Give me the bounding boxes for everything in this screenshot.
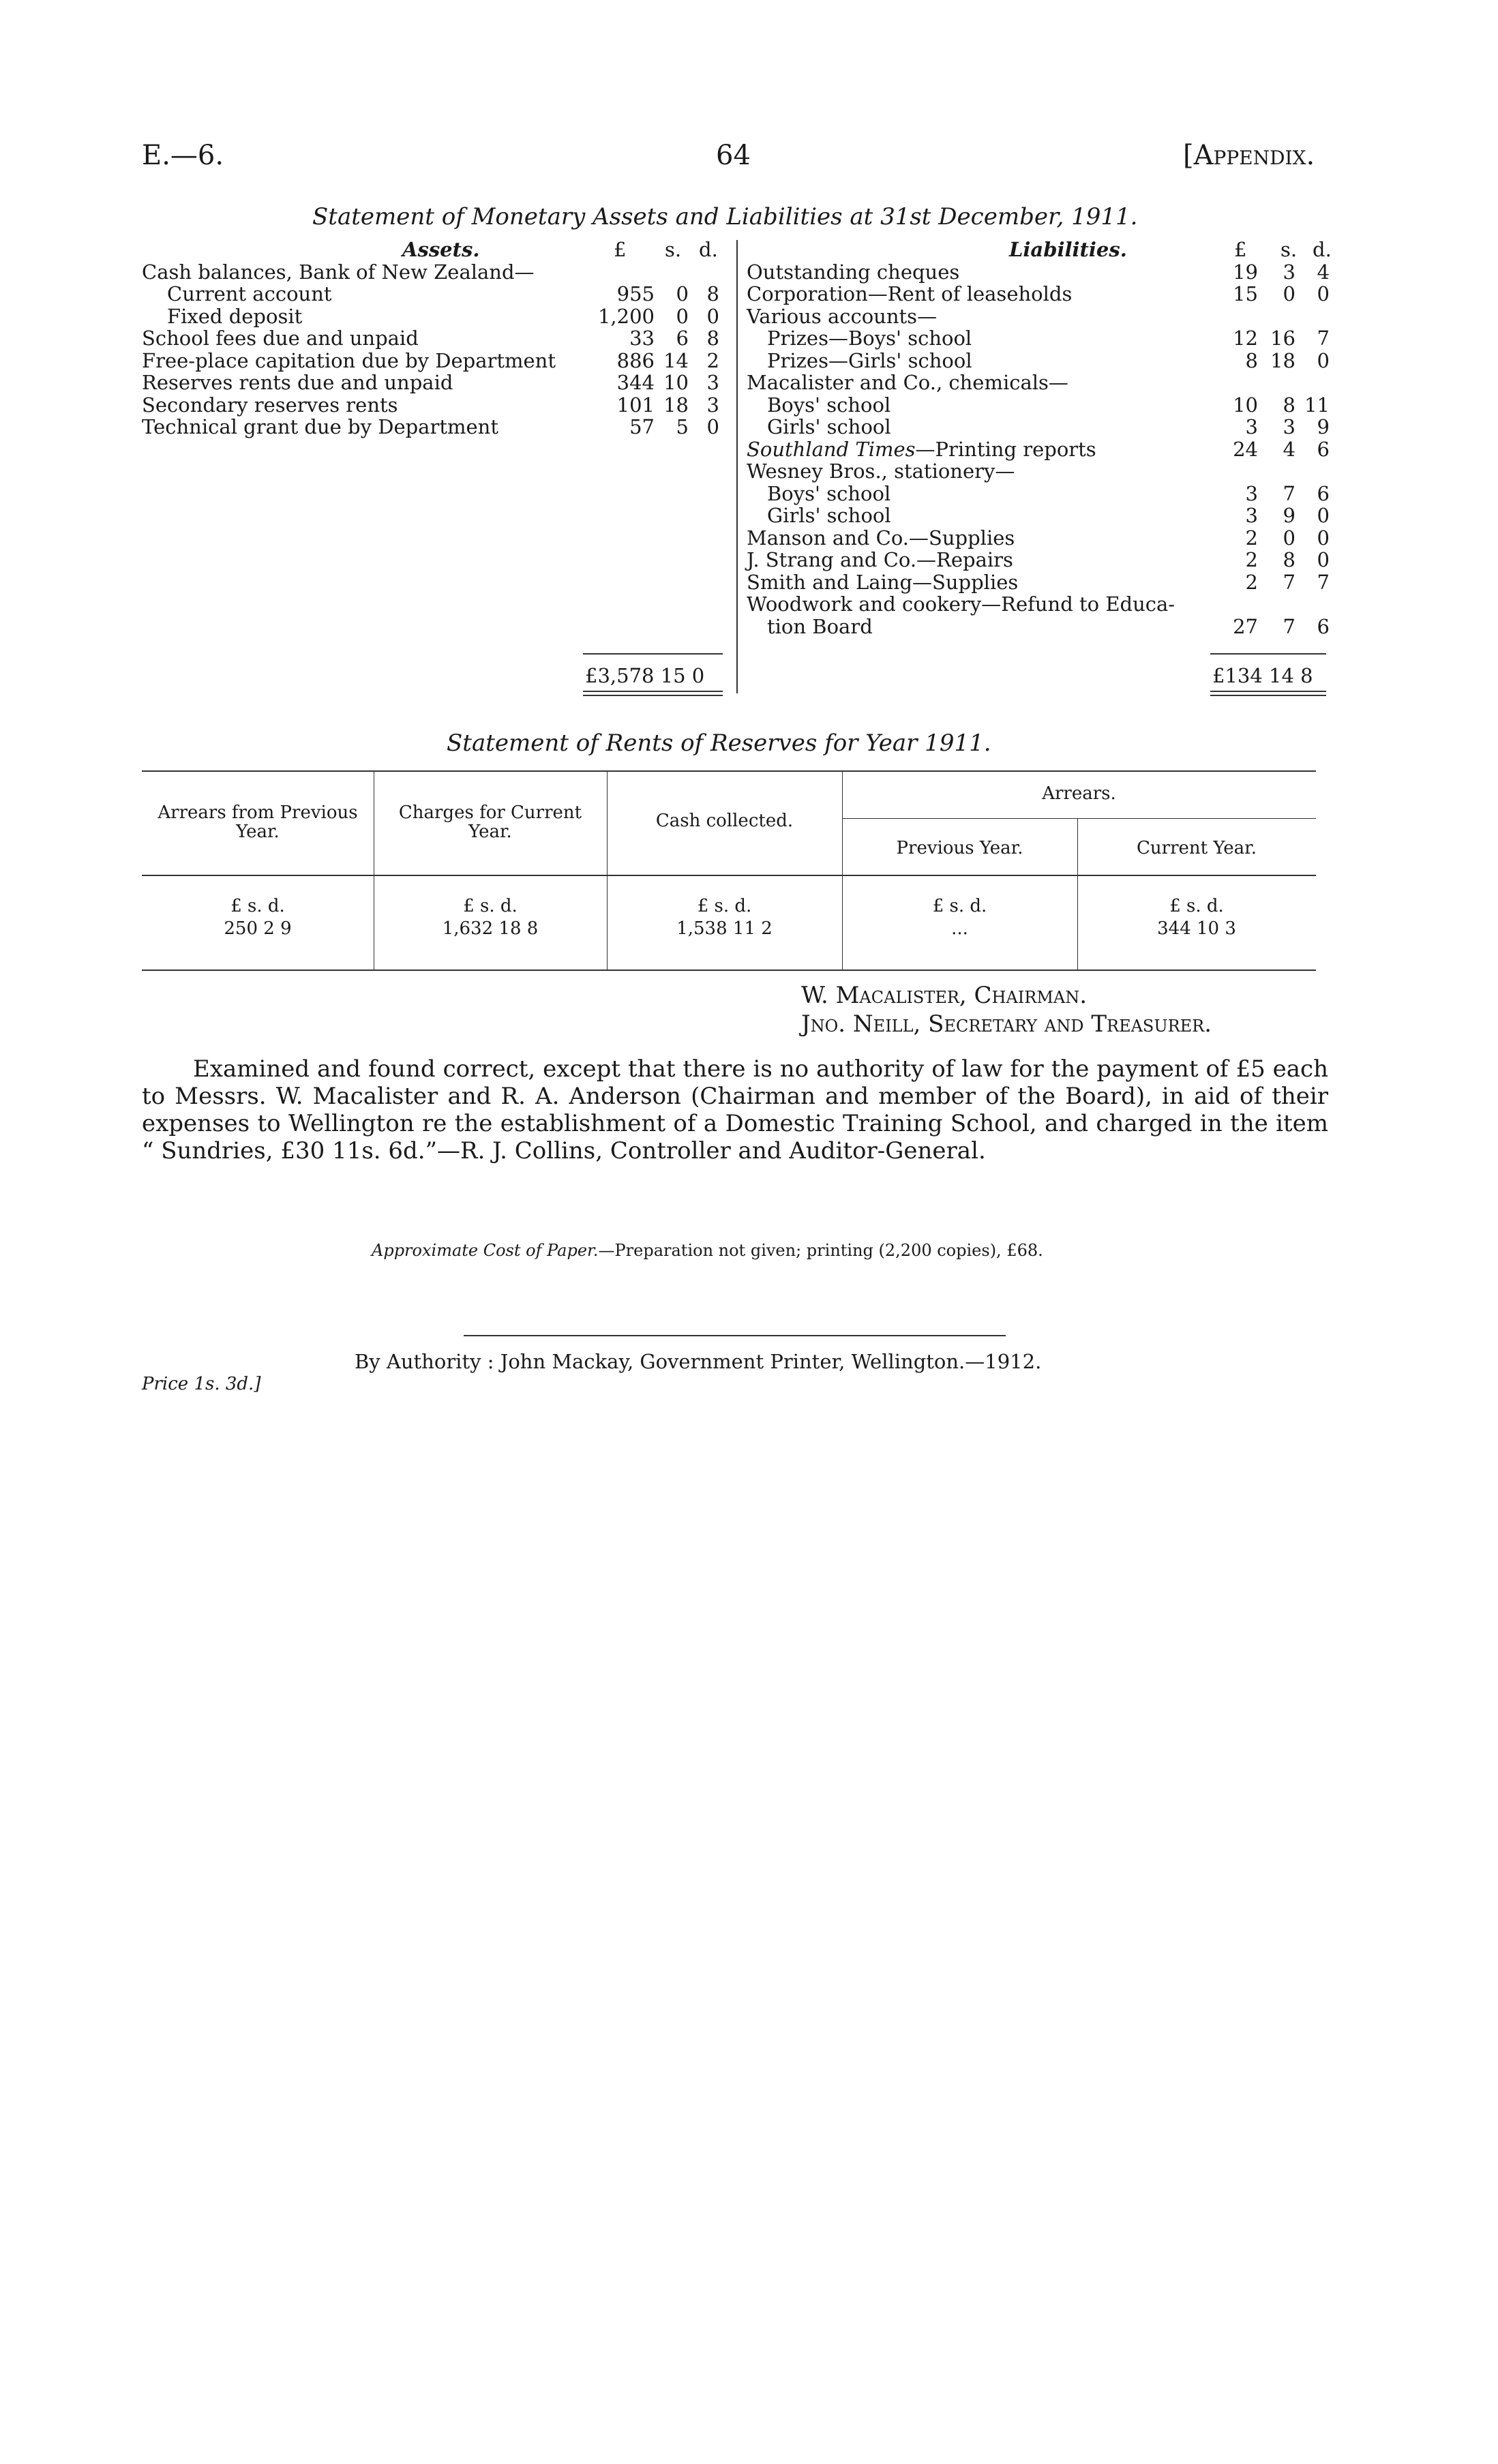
liabilities-col-shilling: s. — [1280, 238, 1298, 261]
assets-col-pound: £ — [614, 238, 627, 261]
asset-shillings: 0 — [676, 282, 689, 305]
liabilities-heading: Liabilities. — [1009, 238, 1127, 261]
chairman-signature: W. Macalister, Chairman. — [801, 982, 1088, 1009]
liabilities-total-double-rule-2 — [1210, 695, 1326, 696]
rents-table-bottom-rule — [142, 970, 1316, 971]
liability-pence: 0 — [1317, 504, 1330, 527]
asset-pence: 8 — [706, 282, 719, 305]
liability-shillings: 7 — [1283, 481, 1295, 505]
liability-label: Girls' school — [767, 415, 891, 438]
asset-pounds: 344 — [616, 371, 655, 394]
liabilities-col-pound: £ — [1234, 238, 1247, 261]
liability-pounds: 24 — [1233, 437, 1258, 461]
liability-label: Wesney Bros., stationery— — [747, 460, 1015, 483]
liability-shillings: 8 — [1283, 548, 1295, 571]
liability-label: Smith and Laing—Supplies — [747, 570, 1019, 594]
liability-pence: 4 — [1317, 260, 1330, 284]
audit-note: Examined and found correct, except that there is no authority of law for the payment of £5 each to Messrs. W. Macalister and R. A. Anderson (Chairman and member of the Board), in aid of their expenses to Wellington re the establishment of a Domestic Training School, and charged in the item “ Sundries, £30 11s. 6d.”—R. J. Collins, Controller and Auditor-General. — [142, 1055, 1328, 1165]
liability-label: Manson and Co.—Supplies — [747, 526, 1015, 550]
rents-table-top-rule — [142, 770, 1316, 772]
assets-total-rule — [583, 653, 723, 655]
header-arrears-previous-line2: Year. — [236, 822, 280, 842]
liability-pence: 0 — [1317, 282, 1330, 305]
liability-pence: 9 — [1317, 415, 1330, 438]
asset-label: Secondary reserves rents — [142, 393, 398, 417]
value-arrears-current-year: 344 10 3 — [1157, 918, 1236, 939]
liability-shillings: 9 — [1283, 504, 1295, 527]
liability-shillings: 8 — [1283, 393, 1295, 417]
price-label: Price 1s. 3d.] — [142, 1374, 261, 1394]
header-charges — [374, 803, 607, 841]
value-cash-collected: 1,538 11 2 — [676, 918, 773, 939]
liability-pounds: 8 — [1245, 348, 1258, 372]
units-cash: £ s. d. — [697, 896, 752, 916]
units-arrears-previous: £ s. d. — [230, 896, 285, 916]
units-arrears-current-year: £ s. d. — [1169, 896, 1224, 916]
asset-label: Cash balances, Bank of New Zealand— — [142, 260, 535, 284]
assets-total-double-rule-2 — [583, 695, 723, 696]
units-arrears-previous-year: £ s. d. — [932, 896, 987, 916]
asset-pounds: 955 — [616, 282, 655, 305]
asset-label: School fees due and unpaid — [142, 327, 419, 350]
authority-line: By Authority : John Mackay, Government Printer, Wellington.—1912. — [355, 1350, 1042, 1373]
assets-statement-title: Statement of Monetary Assets and Liabilities at 31st December, 1911. — [312, 203, 1138, 230]
arrears-sub-rule — [842, 818, 1316, 819]
liability-pounds: 15 — [1233, 282, 1258, 305]
rents-col-divider-2 — [607, 770, 608, 970]
liabilities-total-rule — [1210, 653, 1326, 655]
liability-shillings: 7 — [1283, 614, 1295, 638]
asset-pounds: 33 — [629, 327, 655, 350]
header-arrears-previous-line1: Arrears from Previous — [158, 802, 358, 823]
liability-pence: 6 — [1317, 437, 1330, 461]
asset-pence: 0 — [706, 304, 719, 328]
liability-label: Outstanding cheques — [747, 260, 960, 284]
asset-pounds: 101 — [616, 393, 655, 417]
header-cash-collected: Cash collected. — [655, 811, 794, 831]
asset-pounds: 57 — [629, 415, 655, 438]
liability-pence: 0 — [1317, 348, 1330, 372]
liability-pence: 6 — [1317, 481, 1330, 505]
asset-pence: 0 — [706, 415, 719, 438]
assets-total: £3,578 15 0 — [585, 664, 705, 687]
asset-pence: 3 — [706, 371, 719, 394]
asset-shillings: 0 — [676, 304, 689, 328]
asset-shillings: 6 — [676, 327, 689, 350]
liability-shillings: 3 — [1283, 260, 1295, 284]
liability-pounds: 3 — [1245, 415, 1258, 438]
asset-shillings: 5 — [676, 415, 689, 438]
liability-shillings: 4 — [1283, 437, 1295, 461]
liability-shillings: 16 — [1270, 327, 1295, 350]
page-number: 64 — [716, 140, 751, 171]
units-charges: £ s. d. — [463, 896, 518, 916]
header-arrears: Arrears. — [1042, 783, 1116, 804]
cost-note — [372, 1241, 1043, 1260]
asset-label: Free-place capitation due by Department — [142, 348, 556, 372]
liability-pence: 7 — [1317, 327, 1330, 350]
liability-pounds: 2 — [1245, 548, 1258, 571]
secretary-signature: Jno. Neill, Secretary and Treasurer. — [801, 1010, 1212, 1038]
liability-shillings: 3 — [1283, 415, 1295, 438]
value-arrears-previous-year: ... — [951, 918, 968, 939]
asset-pence: 8 — [706, 327, 719, 350]
liabilities-col-pence: d. — [1313, 238, 1332, 261]
liability-shillings: 0 — [1283, 526, 1295, 550]
series-code: E.—6. — [142, 140, 224, 171]
liabilities-total-double-rule-1 — [1210, 691, 1326, 692]
asset-pence: 3 — [706, 393, 719, 417]
value-charges: 1,632 18 8 — [442, 918, 539, 939]
rents-header-bottom-rule — [142, 875, 1316, 876]
column-divider — [736, 240, 738, 693]
liability-label: Boys' school — [767, 481, 891, 505]
liability-pence: 0 — [1317, 526, 1330, 550]
header-charges-line1: Charges for Current — [398, 802, 582, 823]
rents-statement-title: Statement of Rents of Reserves for Year 1911. — [447, 730, 991, 757]
asset-shillings: 14 — [663, 348, 689, 372]
footer-rule — [464, 1335, 1006, 1336]
liability-label: tion Board — [767, 614, 873, 638]
cost-note-label: Approximate Cost of Paper. — [372, 1241, 599, 1260]
header-current-year: Current Year. — [1137, 838, 1257, 858]
liability-pence: 11 — [1304, 393, 1330, 417]
asset-label: Reserves rents due and unpaid — [142, 371, 453, 394]
liability-label: Macalister and Co., chemicals— — [747, 371, 1068, 394]
liability-label: Southland Times—Printing reports — [747, 437, 1096, 461]
liability-label: Corporation—Rent of leaseholds — [747, 282, 1073, 305]
asset-pounds: 1,200 — [597, 304, 655, 328]
asset-pounds: 886 — [616, 348, 655, 372]
liability-shillings: 18 — [1270, 348, 1295, 372]
liability-label: Various accounts— — [747, 304, 938, 328]
liability-label: Prizes—Girls' school — [767, 348, 972, 372]
liability-pounds: 3 — [1245, 481, 1258, 505]
liability-pounds: 27 — [1233, 614, 1258, 638]
liability-pounds: 12 — [1233, 327, 1258, 350]
liability-pounds: 10 — [1233, 393, 1258, 417]
liability-pounds: 2 — [1245, 570, 1258, 594]
asset-label: Current account — [167, 282, 332, 305]
liability-pence: 7 — [1317, 570, 1330, 594]
header-arrears-previous — [142, 803, 374, 841]
value-arrears-previous: 250 2 9 — [224, 918, 292, 939]
header-charges-line2: Year. — [468, 822, 512, 842]
liability-shillings: 7 — [1283, 570, 1295, 594]
liability-label: J. Strang and Co.—Repairs — [747, 548, 1013, 571]
asset-label: Fixed deposit — [167, 304, 303, 328]
liability-pence: 0 — [1317, 548, 1330, 571]
liability-label: Prizes—Boys' school — [767, 327, 972, 350]
asset-shillings: 18 — [663, 393, 689, 417]
liability-label: Woodwork and cookery—Refund to Educa- — [747, 592, 1175, 616]
asset-shillings: 10 — [663, 371, 689, 394]
assets-col-pence: d. — [699, 238, 718, 261]
assets-heading: Assets. — [402, 238, 480, 261]
header-previous-year: Previous Year. — [896, 838, 1023, 858]
asset-label: Technical grant due by Department — [142, 415, 498, 438]
liability-label: Boys' school — [767, 393, 891, 417]
assets-col-shilling: s. — [665, 238, 682, 261]
cost-note-text: —Preparation not given; printing (2,200 copies), £68. — [598, 1241, 1043, 1260]
appendix-label: [Appendix. — [1183, 140, 1315, 171]
liability-pence: 6 — [1317, 614, 1330, 638]
liability-pounds: 19 — [1233, 260, 1258, 284]
liability-pounds: 3 — [1245, 504, 1258, 527]
assets-total-double-rule-1 — [583, 691, 723, 692]
liability-pounds: 2 — [1245, 526, 1258, 550]
asset-pence: 2 — [706, 348, 719, 372]
liability-label: Girls' school — [767, 504, 891, 527]
liability-shillings: 0 — [1283, 282, 1295, 305]
liabilities-total: £134 14 8 — [1212, 664, 1313, 687]
